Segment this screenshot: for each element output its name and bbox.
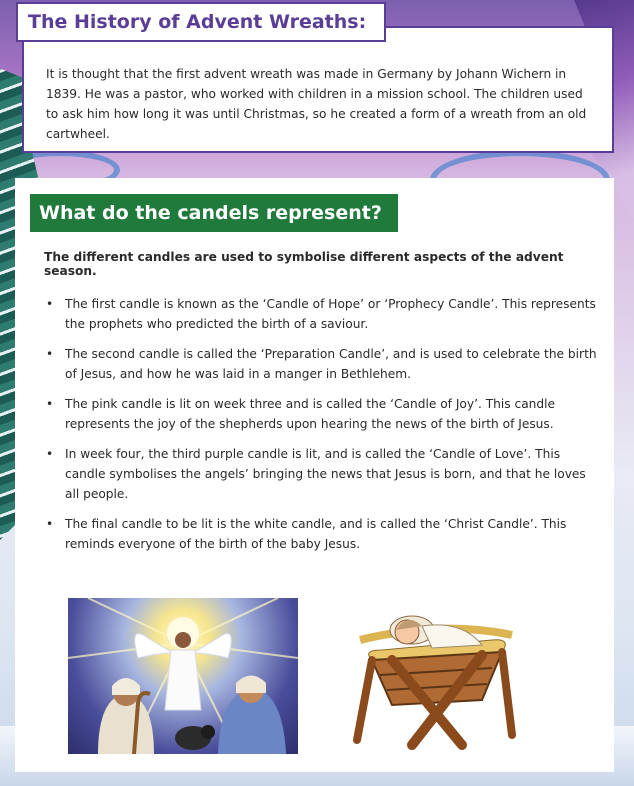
list-item-text: The pink candle is lit on week three and is called the ‘Candle of Joy’. This candle represents the joy of the shepherds upon hearing the news of the birth of Jesus. [65,397,556,431]
bullet-icon: • [46,347,54,361]
list-item [44,294,600,334]
angel-shepherds-image [68,598,298,754]
manger-image [352,600,522,750]
list-item [44,394,600,434]
section-heading: What do the candels represent? [30,194,398,232]
history-text: It is thought that the first advent wreath was made in Germany by Johann Wichern in 1839. He was a pastor, who worked with children in a mission school. The children used to ask him how long it was until Christmas, so he created a form of a wreath from an old cartwheel. [46,67,587,141]
angel-shepherds-drawing [68,598,298,754]
candle-list [44,294,600,564]
intro-text: The different candles are used to symbolise different aspects of the advent season. [44,250,564,278]
list-item-text: In week four, the third purple candle is lit, and is called the ‘Candle of Love’. This candle symbolises the angels’ bringing the news that Jesus is born, and that he loves all people. [65,447,586,501]
list-item-text: The first candle is known as the ‘Candle of Hope’ or ‘Prophecy Candle’. This represents the prophets who predicted the birth of a saviour. [65,297,596,331]
list-item [44,444,600,504]
manger-drawing [352,600,522,750]
list-item-text: The final candle to be lit is the white candle, and is called the ‘Christ Candle’. This reminds everyone of the birth of the baby Jesus. [65,517,567,551]
list-item [44,344,600,384]
history-box [22,26,614,153]
list-item-text: The second candle is called the ‘Preparation Candle’, and is used to celebrate the birth of Jesus, and how he was laid in a manger in Bethlehem. [65,347,597,381]
history-title: The History of Advent Wreaths: [16,2,386,42]
list-item [44,514,600,554]
bullet-icon: • [46,297,54,311]
bullet-icon: • [46,397,54,411]
bullet-icon: • [46,517,54,531]
bullet-icon: • [46,447,54,461]
